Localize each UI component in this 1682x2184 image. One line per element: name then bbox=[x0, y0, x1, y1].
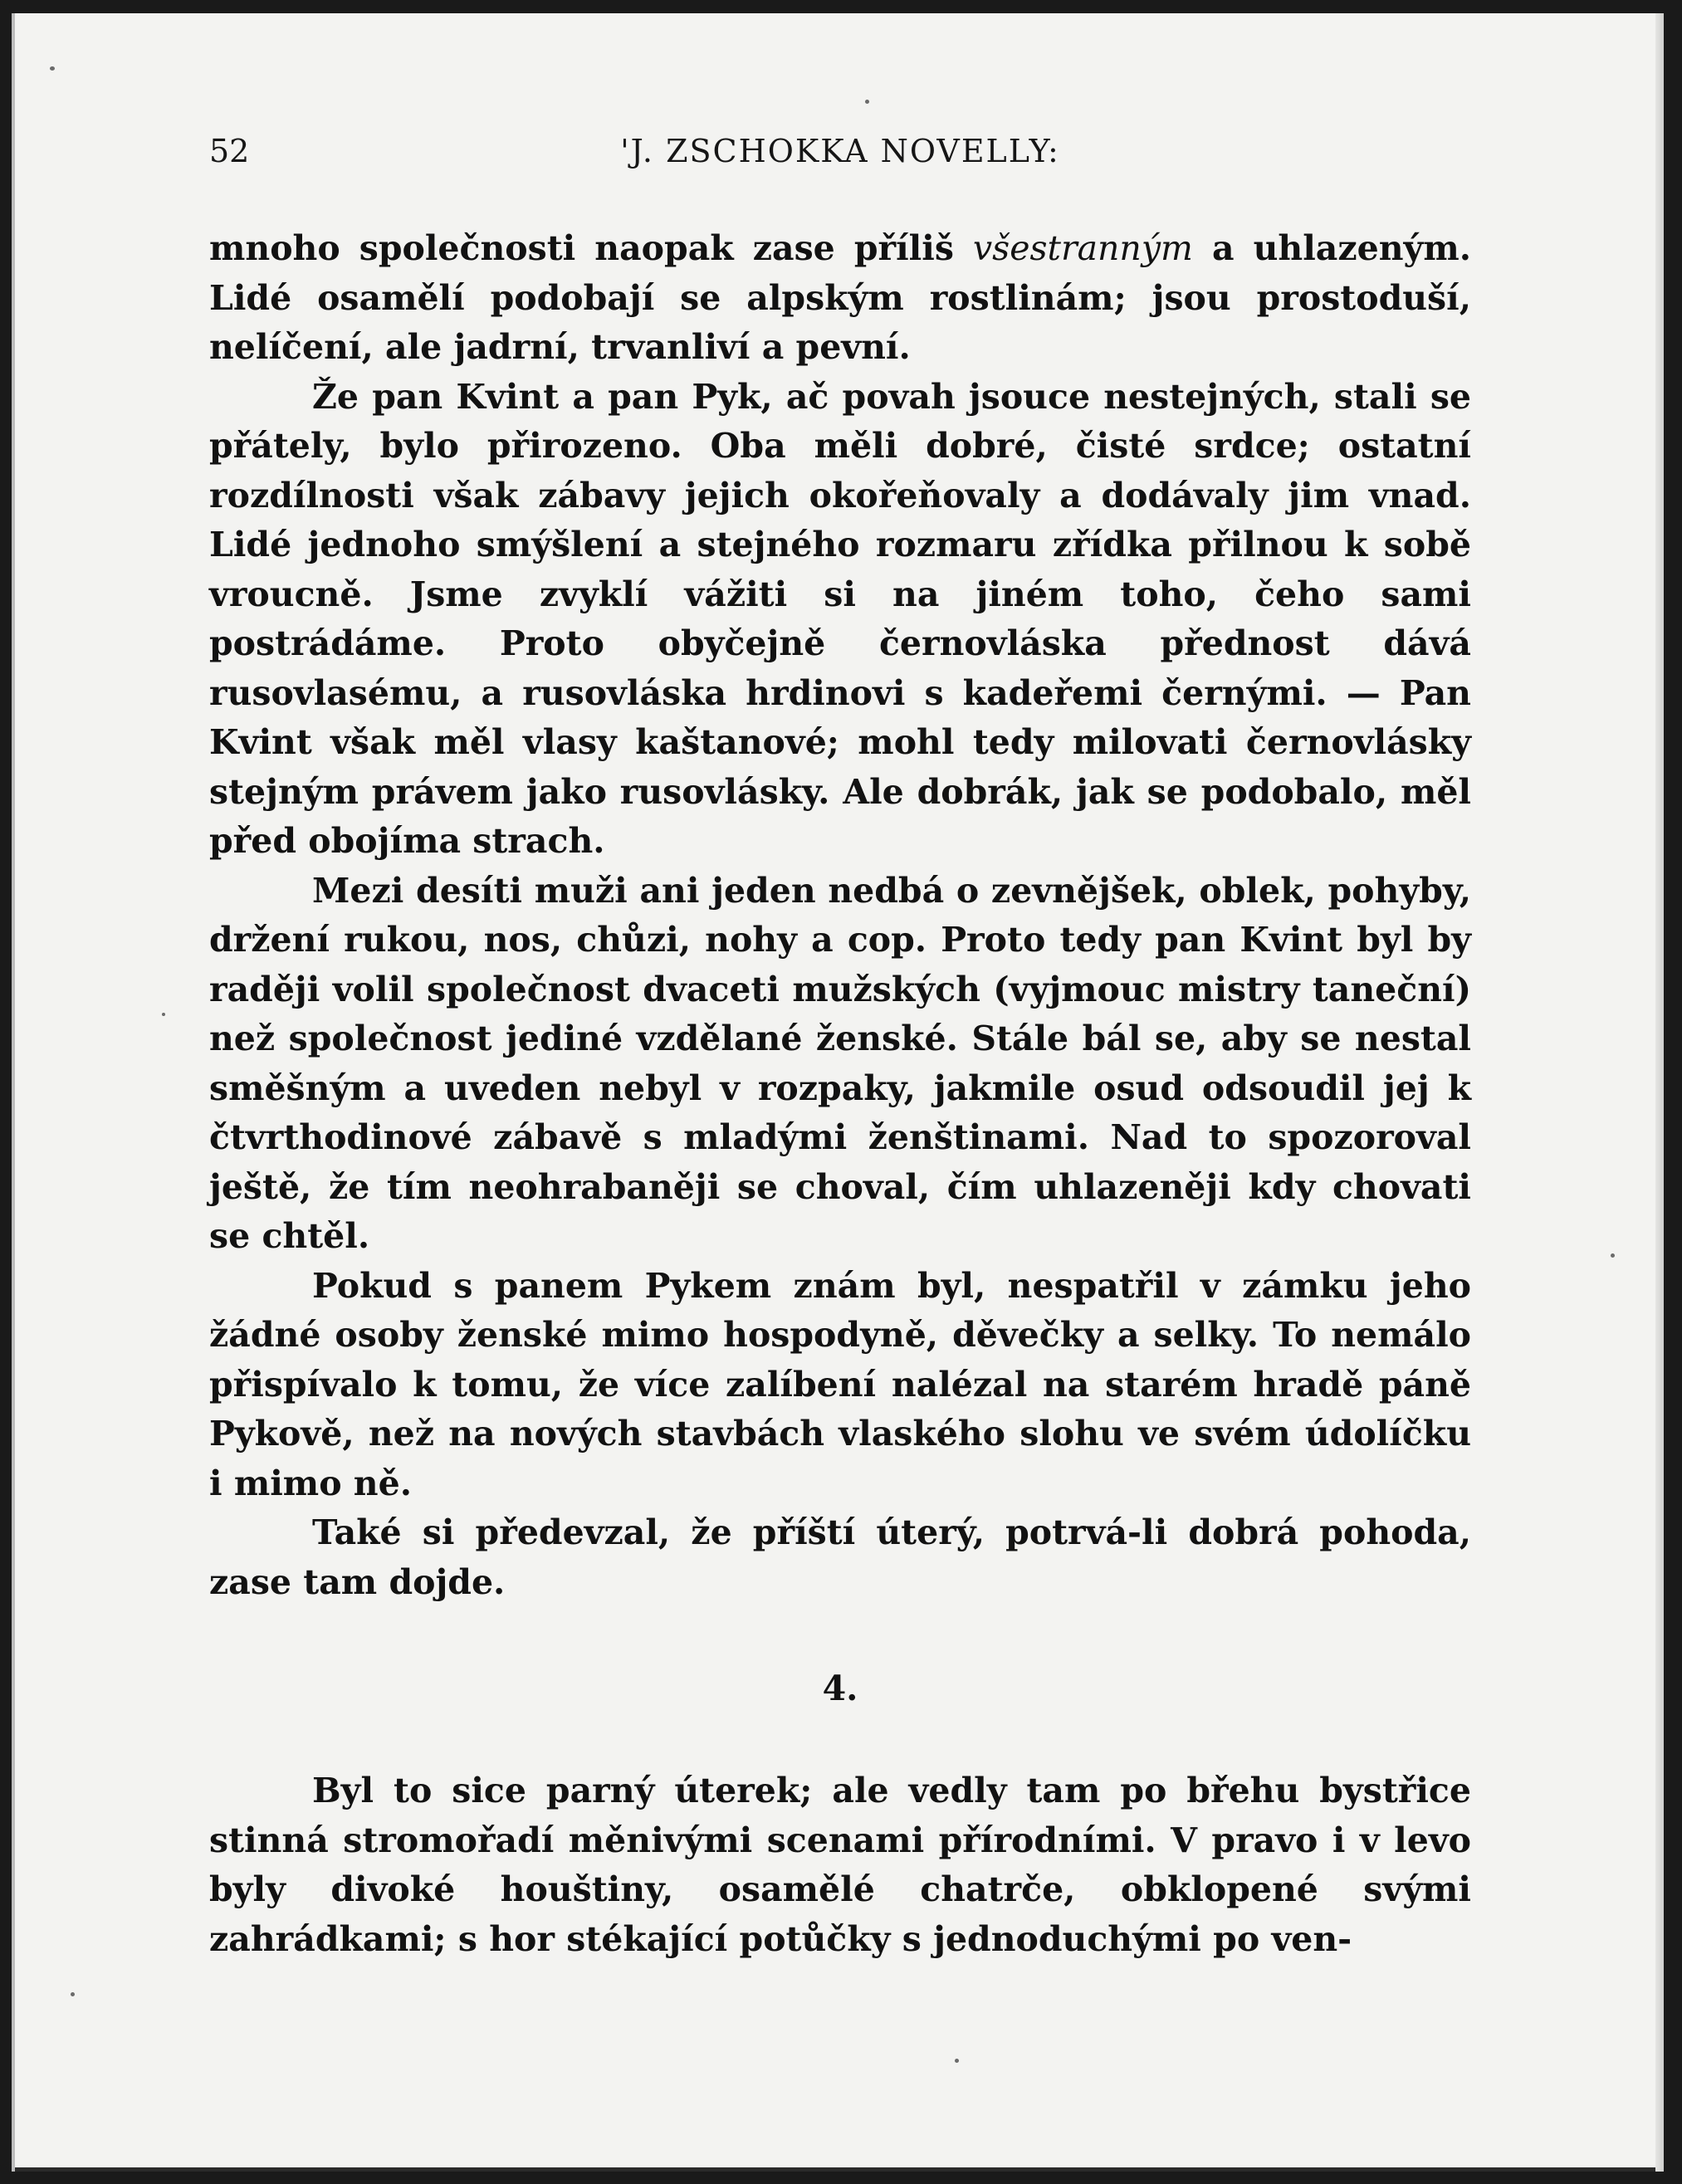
paragraph: Že pan Kvint a pan Pyk, ač povah jsouce nestejných, stali se přátely, bylo přirozeno. Oba měli dobré, čisté srdce; ostatní rozdílnosti však zábavy jejich okořeňovaly a dodávaly jim vnad. Lidé jednoho smýšlení a stejného rozmaru zřídka přilnou k sobě vroucně. Jsme zvyklí vážiti si na jiném toho, čeho sami postrádáme. Proto obyčejně černovláska přednost dává rusovlasému, a rusovláska hrdinovi s kadeřemi černými. — Pan Kvint však měl vlasy kaštanové; mohl tedy milovati černovlásky stejným právem jako rusovlásky. Ale dobrák, jak se podobalo, měl před obojíma strach. bbox=[209, 376, 1471, 861]
body-text bbox=[209, 224, 1471, 1607]
scan-speck bbox=[865, 100, 869, 104]
section-body-text bbox=[209, 1766, 1471, 1964]
scan-speck bbox=[955, 2059, 959, 2063]
emphasis: všestranným bbox=[972, 228, 1193, 268]
running-title: 'J. ZSCHOKKA NOVELLY: bbox=[620, 133, 1060, 169]
page-header bbox=[209, 133, 1471, 183]
scan-edge-left bbox=[12, 13, 15, 2172]
paragraph: Byl to sice parný úterek; ale vedly tam po břehu bystřice stinná stromořadí měnivými scenami přírodními. V pravo i v levo byly divoké houštiny, osamělé chatrče, obklopené svými zahrádkami; s hor stékající potůčky s jednoduchými po ven- bbox=[209, 1771, 1471, 1959]
paragraph: Pokud s panem Pykem znám byl, nespatřil v zámku jeho žádné osoby ženské mimo hospodyně, děvečky a selky. To nemálo přispívalo k tomu, že více zalíbení nalézal na starém hradě páně Pykově, než na nových stavbách vlaského slohu ve svém údolíčku i mimo ně. bbox=[209, 1265, 1471, 1503]
paragraph: mnoho společnosti naopak zase příliš všestranným a uhlazeným. Lidé osamělí podobají se alpským rostlinám; jsou prostoduší, nelíčení, ale jadrní, trvanliví a pevní. bbox=[209, 228, 1471, 367]
scan-speck bbox=[162, 1013, 165, 1016]
scan-edge-right bbox=[1655, 13, 1664, 2172]
page-number: 52 bbox=[209, 133, 250, 169]
scan-speck bbox=[1611, 1253, 1615, 1258]
scan-speck bbox=[71, 1992, 75, 1996]
paragraph: Mezi desíti muži ani jeden nedbá o zevnějšek, oblek, pohyby, držení rukou, nos, chůzi, nohy a cop. Proto tedy pan Kvint byl by raději volil společnost dvaceti mužských (vyjmouc mistry taneční) než společnost jediné vzdělané ženské. Stále bál se, aby se nestal směšným a uveden nebyl v rozpaky, jakmile osud odsoudil jej k čtvrthodinové zábavě s mladými ženštinami. Nad to spozoroval ještě, že tím neohrabaněji se choval, čím uhlazeněji kdy chovati se chtěl. bbox=[209, 870, 1471, 1256]
scan-speck bbox=[50, 66, 55, 71]
section-number: 4. bbox=[822, 1669, 858, 1708]
paragraph: Také si předevzal, že příští úterý, potrvá-li dobrá pohoda, zase tam dojde. bbox=[209, 1512, 1471, 1602]
